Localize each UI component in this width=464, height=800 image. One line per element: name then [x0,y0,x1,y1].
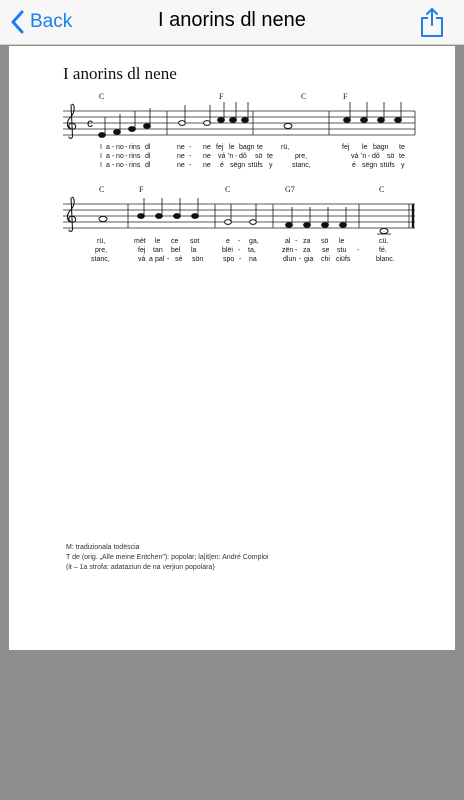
lyric-syllable: stanc, [91,256,110,263]
lyric-syllable: - [112,144,115,151]
lyric-syllable: ce [171,238,179,245]
lyric-syllable: - [239,256,242,263]
lyric-syllable: 'n [361,153,367,160]
lyric-syllable: - [299,256,302,263]
lyric-syllable: dô [239,153,247,160]
lyric-syllable: ne [177,153,185,160]
lyric-syllable: tan [153,247,163,254]
lyric-syllable: za [303,238,311,245]
lyric-syllable: sö [255,153,263,160]
staff-system-2 [63,185,415,234]
lyric-syllable: sé [175,256,183,263]
lyric-syllable: le [339,238,345,245]
lyric-syllable: a [106,153,110,160]
lyric-syllable: e [226,238,230,245]
lyric-syllable: cü. [379,238,389,245]
lyric-syllable: spo [223,256,235,263]
lyric-syllable: stüfs [248,162,263,169]
chord-label: C [379,185,385,194]
lyric-syllable: la [191,247,197,254]
back-label: Back [30,11,73,32]
lyric-syllable: - [368,153,371,160]
lyric-syllable: sot [190,238,200,245]
lyric-syllable: pre, [95,247,108,254]
lyric-syllable: - [189,162,192,169]
lyric-syllable: na [249,256,257,263]
staff-system-1 [63,92,415,138]
lyric-line-1 [97,238,388,245]
chord-label: C [225,185,231,194]
lyric-syllable: te [267,153,273,160]
lyric-syllable: - [238,247,241,254]
lyric-syllable: ne [177,144,185,151]
lyric-syllable: fej [138,247,146,254]
lyric-syllable: mèt [134,238,146,245]
lyric-syllable: sö [321,238,329,245]
lyric-syllable: ne [203,162,211,169]
lyric-syllable: stu [337,247,347,254]
score-credits [66,543,268,573]
treble-clef-icon [67,104,75,138]
lyric-syllable: - [112,162,115,169]
lyrics-system-1 [100,144,405,169]
lyric-syllable: - [125,153,128,160]
lyric-syllable: sëgn [230,162,246,169]
lyric-syllable: a [106,144,110,151]
lyric-syllable: stüfs [380,162,395,169]
lyric-line-3 [100,162,405,169]
lyric-syllable: fej [216,144,224,151]
music-score [9,91,455,331]
lyric-syllable: ne [203,153,211,160]
lyric-syllable: za [303,247,311,254]
lyric-syllable: te [399,144,405,151]
lyric-syllable: y [269,162,273,169]
chord-label: G7 [285,185,295,194]
lyric-syllable: sëgn [362,162,378,169]
lyric-syllable: no [116,144,124,151]
lyric-syllable: I [100,162,102,169]
score-title: I anorins dl nene [63,64,177,83]
lyric-syllable: al [285,238,291,245]
lyric-syllable: é [220,162,224,169]
treble-clef-icon [67,197,75,231]
lyric-syllable: no [116,153,124,160]
lyric-syllable: ne [203,144,211,151]
lyric-syllable: - [295,238,298,245]
lyric-syllable: ciüfs [336,256,351,263]
lyric-syllable: rü, [281,144,290,151]
lyric-syllable: blanc. [376,256,395,263]
chord-label: F [219,92,224,101]
chord-label: F [139,185,144,194]
chord-label: C [301,92,307,101]
lyric-syllable: le [155,238,161,245]
lyric-line-2 [95,247,387,254]
lyric-syllable: chi [321,256,330,263]
lyric-syllable: dô [372,153,380,160]
lyric-syllable: rins [129,153,141,160]
lyric-syllable: y [401,162,405,169]
lyric-syllable: - [295,247,298,254]
lyric-syllable: a [149,256,153,263]
lyric-syllable: vá [138,256,146,263]
lyric-line-2 [100,153,405,160]
lyric-syllable: - [125,144,128,151]
chord-label: C [99,92,105,101]
lyric-syllable: - [112,153,115,160]
lyric-syllable: - [125,162,128,169]
lyric-syllable: - [189,144,192,151]
lyric-syllable: fej [342,144,350,151]
lyric-syllable: dl [145,162,151,169]
share-icon[interactable] [420,6,444,38]
lyric-syllable: I [100,144,102,151]
lyric-syllable: - [235,153,238,160]
lyric-syllable: sö [387,153,395,160]
lyric-syllable: fé. [379,247,387,254]
credit-music: M: tradizionala todëscia [66,544,140,551]
lyric-syllable: bel [171,247,181,254]
lyric-syllable: dl [145,153,151,160]
lyric-syllable: te [257,144,263,151]
page-title: I anorins dl nene [158,9,306,31]
lyric-syllable: 'n [228,153,234,160]
lyric-syllable: bagn [239,144,255,151]
lyric-syllable: - [238,238,241,245]
lyric-syllable: dlun [283,256,297,263]
lyric-syllable: le [362,144,368,151]
lyric-syllable: ne [177,162,185,169]
lyric-syllable: le [229,144,235,151]
lyric-syllable: ga, [249,238,259,245]
lyric-syllable: I [100,153,102,160]
lyric-syllable: dl [145,144,151,151]
lyric-syllable: a [106,162,110,169]
lyric-syllable: sön [192,256,204,263]
lyric-syllable: pal [155,256,165,263]
lyric-syllable: te [399,153,405,160]
lyric-syllable: - [189,153,192,160]
lyric-syllable: gia [304,256,314,263]
lyric-syllable: bagn [373,144,389,151]
time-signature: c [87,116,93,130]
lyrics-system-2 [91,238,395,263]
lyric-syllable: zën [282,247,294,254]
lyric-syllable: rü, [97,238,106,245]
credit-text: T de (orig. „Alle meine Entchen"): popolar; la|it|en: André Comploi [66,554,269,561]
lyric-syllable: - [167,256,170,263]
lyric-line-3 [91,256,395,263]
lyric-syllable: no [116,162,124,169]
lyric-syllable: ta, [248,247,256,254]
lyric-syllable: é [352,162,356,169]
notes-system-1 [99,102,402,137]
lyric-syllable: pre, [295,153,308,160]
lyric-syllable: stanc, [292,162,311,169]
chord-label: C [99,185,105,194]
lyric-syllable: se [322,247,330,254]
lyric-syllable: blëi [222,247,233,254]
lyric-syllable: rins [129,144,141,151]
lyric-line-1 [100,144,405,151]
lyric-syllable: vá [351,153,359,160]
lyric-syllable: vá [218,153,226,160]
credit-note: (it – 1a strofa: adataziun de na verjiun popolara) [66,564,215,571]
sheet-music-page [9,46,455,650]
chord-label: F [343,92,348,101]
navigation-bar [0,0,464,45]
lyric-syllable: rins [129,162,141,169]
lyric-syllable: - [357,247,360,254]
